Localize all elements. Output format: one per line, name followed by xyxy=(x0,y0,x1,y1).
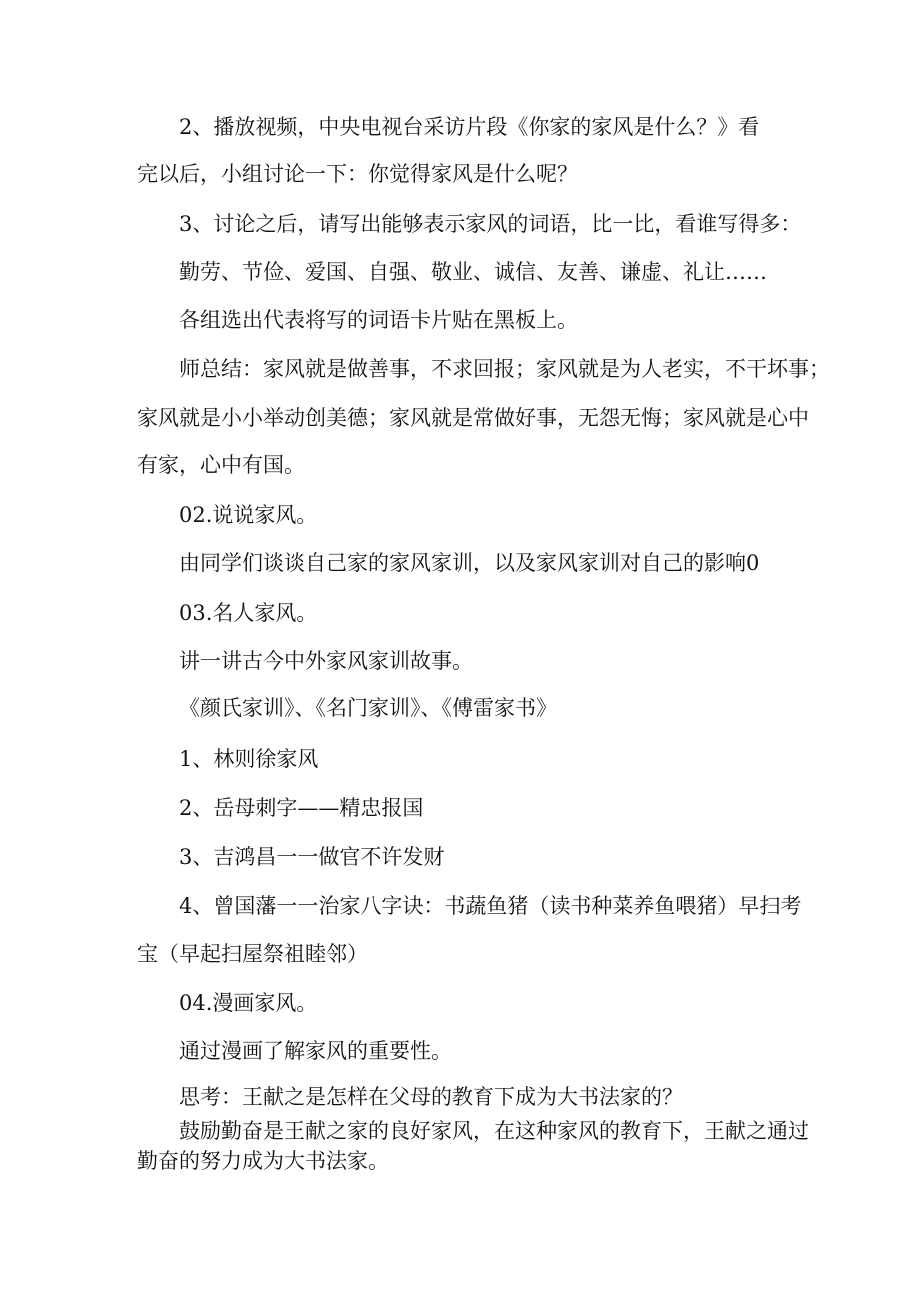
list-item: 2、岳母刺字——精忠报国 xyxy=(179,796,424,820)
text-line: 勤奋的努力成为大书法家。 xyxy=(137,1149,389,1173)
text-line: 2、播放视频，中央电视台采访片段《你家的家风是什么？》看 xyxy=(179,115,760,139)
section-heading: 02.说说家风。 xyxy=(179,503,318,527)
section-heading: 03.名人家风。 xyxy=(179,601,318,625)
list-item: 3、吉鸿昌一一做官不许发财 xyxy=(179,845,445,869)
text-line: 完以后，小组讨论一下：你觉得家风是什么呢？ xyxy=(137,162,578,186)
text-line: 师总结：家风就是做善事，不求回报；家风就是为人老实，不干坏事； xyxy=(179,357,830,381)
list-item: 4、曾国藩一一治家八字诀：书蔬鱼猪（读书种菜养鱼喂猪）早扫考 xyxy=(179,894,802,918)
text-line: 讲一讲古今中外家风家训故事。 xyxy=(179,649,473,673)
text-line: 各组选出代表将写的词语卡片贴在黑板上。 xyxy=(179,308,578,332)
text-line: 鼓励勤奋是王献之家的良好家风，在这种家风的教育下，王献之通过 xyxy=(179,1119,809,1143)
text-line: 家风就是小小举动创美德；家风就是常做好事，无怨无悔；家风就是心中 xyxy=(137,406,809,430)
text-line: 通过漫画了解家风的重要性。 xyxy=(179,1039,452,1063)
section-heading: 04.漫画家风。 xyxy=(179,991,318,1015)
text-line: 勤劳、节俭、爱国、自强、敬业、诚信、友善、谦虚、礼让…… xyxy=(179,260,767,284)
text-line: 宝（早起扫屋祭祖睦邻） xyxy=(137,942,368,966)
text-line: 有家，心中有国。 xyxy=(137,453,305,477)
list-item: 1、林则徐家风 xyxy=(179,747,319,771)
text-line: 《颜氏家训》、《名门家训》、《傅雷家书》 xyxy=(179,696,557,720)
text-line: 由同学们谈谈自己家的家风家训，以及家风家训对自己的影响0 xyxy=(179,551,760,575)
text-line: 思考：王献之是怎样在父母的教育下成为大书法家的？ xyxy=(179,1085,683,1109)
text-line: 3、讨论之后，请写出能够表示家风的词语，比一比，看谁写得多： xyxy=(179,212,802,236)
